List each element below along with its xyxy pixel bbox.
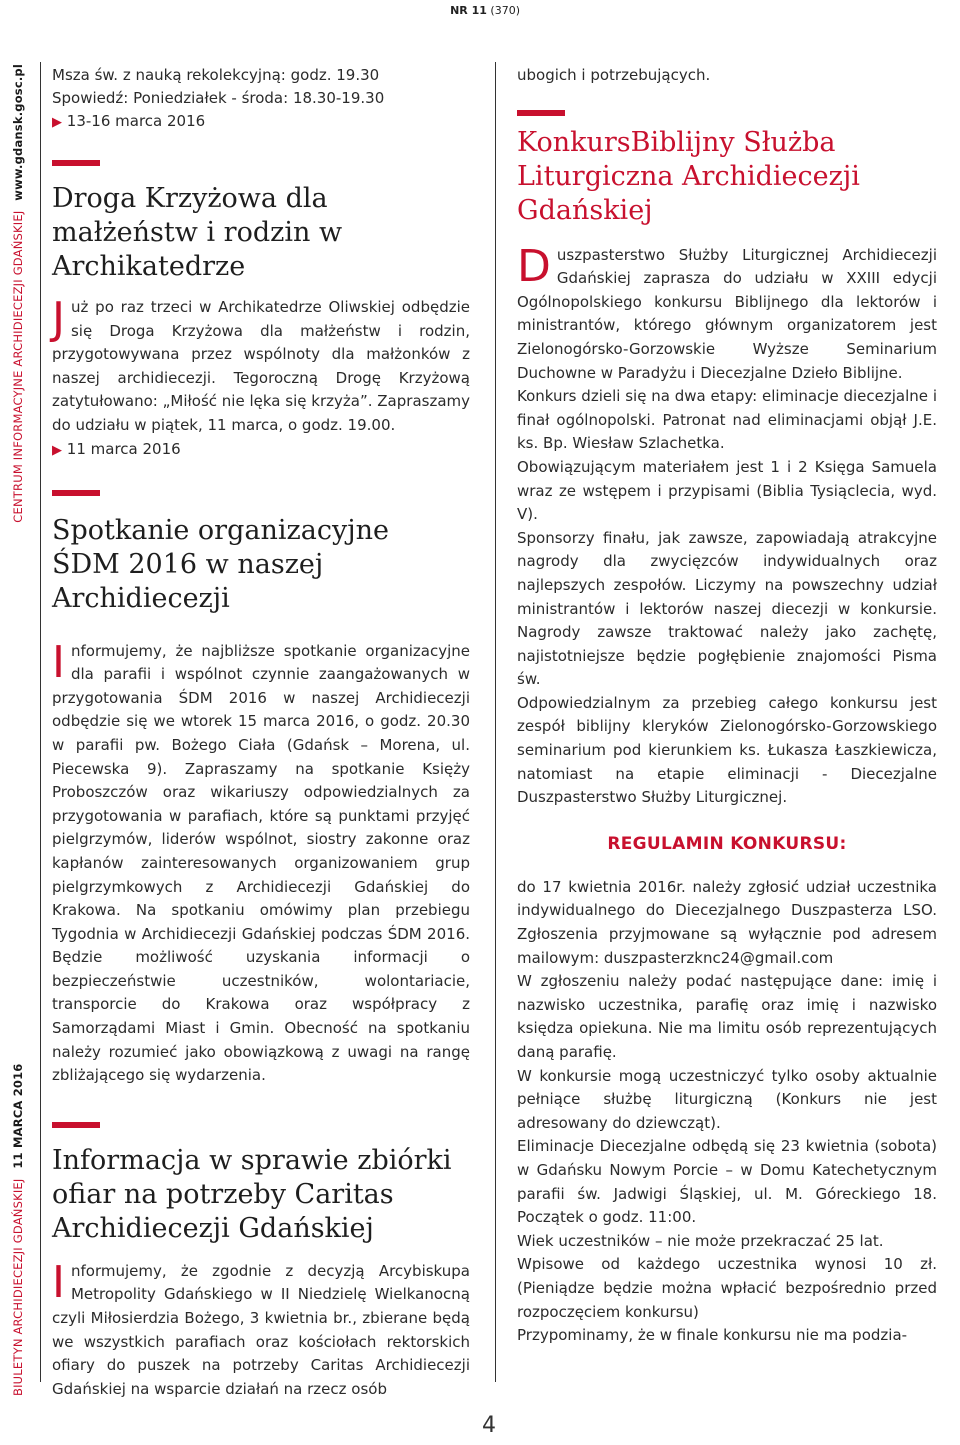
regulamin-item: Wpisowe od każdego uczestnika wynosi 10 zł. (Pieniądze będzie można wpłacić bezpośrednio przed rozpoczęciem konkursu): [517, 1255, 937, 1321]
accent-bar: [52, 490, 100, 496]
issue-number-value: (370): [490, 4, 520, 17]
mass-times: Msza św. z nauką rekolekcyjną: godz. 19.30: [52, 66, 380, 84]
regulamin-item: W konkursie mogą uczestniczyć tylko osoby aktualnie pełniące służbę liturgiczną (Konkurs nie jest adresowany do dziewcząt).: [517, 1066, 937, 1132]
article-title-caritas: Informacja w sprawie zbiórki ofiar na potrzeby Caritas Archidiecezji Gdańskiej: [52, 1144, 452, 1244]
date-line: [52, 438, 470, 462]
article-paragraph: [517, 240, 937, 386]
article-body-droga-text: uż po raz trzeci w Archikatedrze Oliwskiej odbędzie się Droga Krzyżowa dla małżeństw i rodzin, przygotowywana przez wspólnoty dla małżonków z naszej archidiecezji. Tegoroczną Drogę Krzyżową zatytułowano: „Miłość nie lęka się krzyża”. Zapraszamy do udziału w piątek, 11 marca, o godz. 19.00.: [52, 298, 470, 434]
sidebar-bottom-label: [8, 1036, 28, 1396]
date-line-text: 11 marca 2016: [66, 439, 181, 458]
article-paragraph: Sponsorzy finału, jak zawsze, zapowiadają atrakcyjne nagrody dla zwycięzców indywidualnych oraz najlepszych zespołów. Liczymy na powszechny udział ministrantów i lektorów naszej diecezji w konkursie. Nagrody zawsze traktować należy jako zachętę, najistotniejsze będzie pogłębienie znajomości Pisma św.: [517, 528, 937, 689]
article-body-caritas: [52, 1256, 470, 1402]
triangle-icon: ▶: [52, 442, 62, 458]
article-paragraph: Odpowiedzialnym za przebieg całego konkursu jest zespół biblijny kleryków Zielonogórsko-Gorzowskiego seminarium pod kierunkiem ks. Łukasza Łaszkiewicza, natomiast na etapie eliminacji - Diecezjalne Duszpasterstwo Służby Liturgicznej.: [517, 693, 937, 807]
regulamin-list: [517, 876, 937, 1348]
sidebar-top-label: [8, 64, 28, 574]
article-body-caritas-text: nformujemy, że zgodnie z decyzją Arcybiskupa Metropolity Gdańskiego w II Niedzielę Wielkanocną czyli Miłosierdzia Bożego, 3 kwietnia br., zbierane będą we wszystkich parafiach oraz kościołach rektorskich ofiary do puszek na potrzeby Caritas Archidiecezji Gdańskiej na wsparcie działań na rzecz osób: [52, 1261, 470, 1398]
regulamin-item: do 17 kwietnia 2016r. należy zgłosić udział uczestnika indywidualnego do Diecezjalnego Duszpasterza LSO. Zgłoszenia przyjmowane są wyłącznie pod adresem mailowym: duszpasterzknc24@gmail.com: [517, 877, 937, 967]
article-title-konkurs: KonkursBiblijny Służba Liturgiczna Archidiecezji Gdańskiej: [517, 126, 860, 226]
continued-text: ubogich i potrzebujących.: [517, 66, 711, 84]
regulamin-item: Wiek uczestników – nie może przekraczać 25 lat.: [517, 1231, 884, 1250]
issue-nr-label: NR 11: [450, 4, 487, 17]
page-number: 4: [482, 1413, 496, 1438]
column-divider-left: [40, 62, 41, 1382]
regulamin-heading: REGULAMIN KONKURSU:: [607, 833, 847, 854]
sidebar-date: 11 MARCA 2016: [11, 1063, 25, 1169]
column-divider-middle: [495, 62, 496, 1382]
article-title-droga: Droga Krzyżowa dla małżeństw i rodzin w Archikatedrze: [52, 183, 343, 282]
left-column: [52, 64, 470, 1401]
date-line: [52, 110, 470, 134]
issue-number: [450, 4, 520, 17]
article-paragraph-text: uszpasterstwo Służby Liturgicznej Archidiecezji Gdańskiej zaprasza do udziału w XXIII edycji Ogólnopolskiego konkursu Biblijnego dla lektorów i ministrantów, którego głównym organizatorem jest Zielonogórsko-Gorzowskie Wyższe Seminarium Duchowne w Paradyżu i Diecezjalne Dzieło Biblijne.: [517, 245, 937, 382]
regulamin-item: W zgłoszeniu należy podać następujące dane: imię i nazwisko uczestnika, parafię oraz imię i nazwisko księdza opiekuna. Nie ma limitu osób reprezentujących daną parafię.: [517, 972, 937, 1061]
drop-cap: D: [517, 240, 551, 292]
article-body-sdm-text: nformujemy, że najbliższe spotkanie organizacyjne dla parafii i wspólnot czynnie zaangażowanych w przygotowania ŚDM 2016 w naszej Archidiecezji odbędzie się we wtorek 15 marca 2016, o godz. 20.30 w parafii pw. Bożego Ciała (Gdańsk – Morena, ul. Piecewska 9). Zapraszamy na spotkanie Księży Proboszczów oraz wikariuszy odpowiedzialnych za przygotowania w parafiach, które są punktami przyjęć pielgrzymów, liderów wspólnot, siostry zakonne oraz kapłanów zainteresowanych organizowaniem grup pielgrzymkowych z Archidiecezji Gdańskiej do Krakowa. Na spotkaniu omówimy plan przebiegu Tygodnia w Archidiecezji Gdańskiej podczas ŚDM 2016. Będzie możliwość uzyskania informacji o bezpieczeństwie uczestników, wolontariacie, transporcie do Krakowa oraz współpracy z Samorządami Miast i Gmin. Obecność na spotkaniu należy rozumieć jako obowiązkową z uwagi na rangę zbliżającego się wydarzenia.: [52, 641, 470, 1085]
article-body-sdm: [52, 636, 470, 1088]
regulamin-item: Eliminacje Diecezjalne odbędą się 23 kwietnia (sobota) w Gdańsku Nowym Porcie – w Domu Katechetycznym parafii św. Jadwigi Śląskiej, ul. M. Góreckiego 18. Początek o godz. 11:00.: [517, 1137, 937, 1227]
accent-bar: [517, 110, 565, 116]
drop-cap: J: [52, 293, 65, 344]
sidebar-bulletin: BIULETYN ARCHIDIECEZJI GDAŃSKIEJ: [11, 1178, 25, 1396]
triangle-icon: ▶: [52, 115, 62, 130]
sidebar-publisher: CENTRUM INFORMACYJNE ARCHIDIECEZJI GDAŃSKIEJ: [11, 210, 25, 523]
right-column: [517, 64, 937, 1348]
article-paragraph: Konkurs dzieli się na dwa etapy: eliminacje diecezjalne i finał ogólnopolski. Patronat nad eliminacjami objął J.E. ks. Bp. Wiesław Szlachetka.: [517, 387, 937, 453]
sidebar-url: www.gdansk.gosc.pl: [11, 64, 25, 201]
article-body-droga: [52, 293, 470, 438]
accent-bar: [52, 1122, 100, 1128]
article-paragraph: Obowiązującym materiałem jest 1 i 2 Księga Samuela wraz ze wstępem i przypisami (Biblia Tysiąclecia, wyd. V).: [517, 457, 937, 524]
accent-bar: [52, 160, 100, 166]
confession-times: Spowiedź: Poniedziałek - środa: 18.30-19.30: [52, 89, 385, 107]
regulamin-item: Przypominamy, że w finale konkursu nie ma podzia-: [517, 1326, 908, 1345]
drop-cap: I: [52, 1256, 65, 1308]
date-line-text: 13-16 marca 2016: [66, 112, 206, 130]
drop-cap: I: [52, 636, 65, 688]
article-title-sdm: Spotkanie organizacyjne ŚDM 2016 w naszej Archidiecezji: [52, 514, 389, 614]
